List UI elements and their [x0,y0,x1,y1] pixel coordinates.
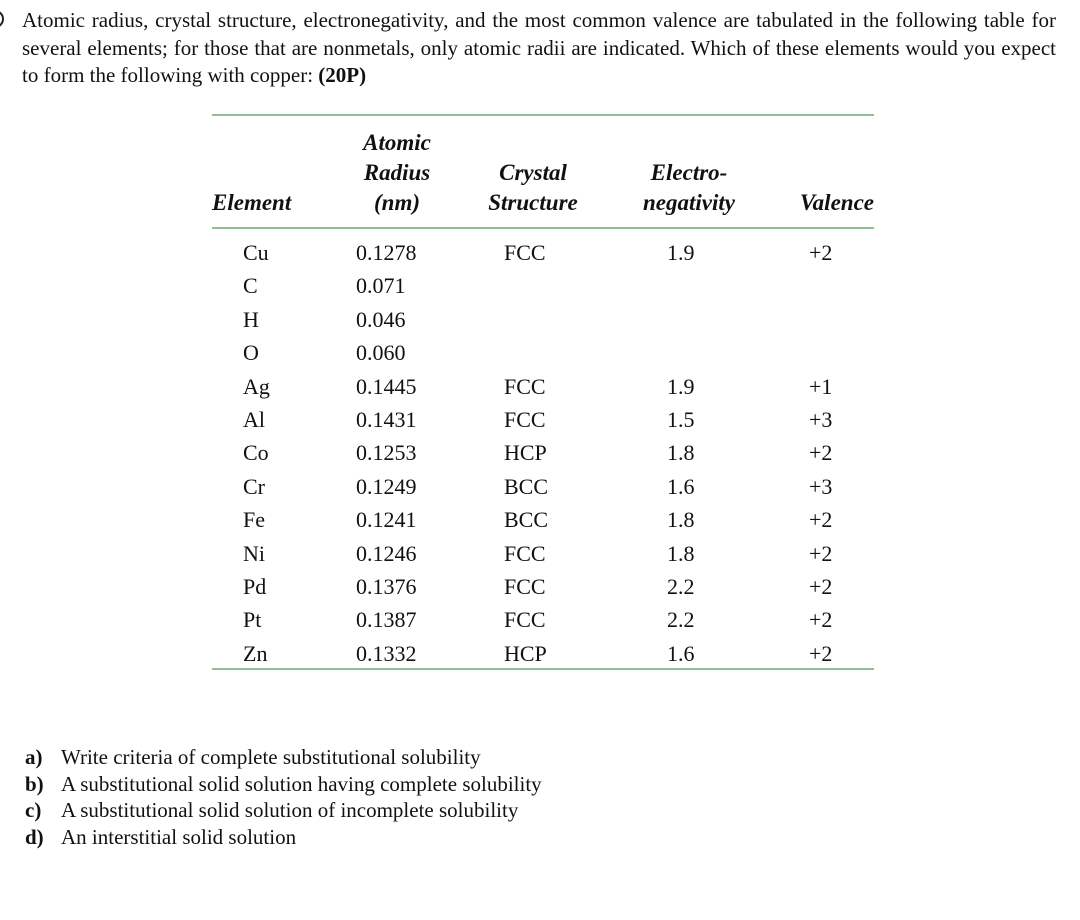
sub-question-a [25,744,542,771]
cell-valence: +2 [809,540,833,566]
table-row [212,538,874,571]
cell-element: Cu [243,240,269,265]
header-valence: Valence [799,190,874,215]
cell-valence: +2 [809,240,833,265]
sub-question-label: a) [25,745,43,769]
cell-element: Co [243,440,269,466]
cell-structure: FCC [504,406,546,432]
table-row [212,571,874,604]
cell-element: O [243,340,259,366]
table-bottom-rule [212,668,874,670]
cell-radius: 0.1241 [356,507,417,533]
header-element: Element [212,190,292,215]
cell-electronegativity: 1.6 [667,640,695,666]
cell-valence: +2 [809,607,833,633]
question-body: Atomic radius, crystal structure, electronegativity, and the most common valence are tabulated in the following table for several elements; for those that are nonmetals, only atomic radii are indicated. Which of these elements would you expect to form the following with copper: [22,8,1056,87]
cell-electronegativity: 2.2 [667,573,695,599]
cell-element: Ni [243,540,265,566]
cell-radius: 0.046 [356,306,406,332]
header-crystal-structure [474,158,592,218]
header-radius-line3: (nm) [374,190,420,215]
cell-electronegativity: 1.9 [667,373,695,399]
table-row [212,471,874,504]
cell-radius: 0.1376 [356,573,417,599]
cell-structure: BCC [504,473,549,499]
cell-radius: 0.1249 [356,473,417,499]
sub-question-d [25,824,542,851]
cell-electronegativity: 1.8 [667,507,695,533]
cell-element: C [243,273,258,299]
table-row [212,337,874,370]
cell-radius: 0.1445 [356,373,417,399]
cell-element: Al [243,406,265,432]
question-marker-icon [0,10,4,28]
cell-electronegativity: 1.8 [667,440,695,466]
table-top-rule [212,114,874,116]
cell-radius: 0.071 [356,273,406,299]
cell-structure: FCC [504,240,546,265]
sub-question-text: A substitutional solid solution having complete solubility [61,771,542,796]
header-atomic-radius [342,128,452,218]
cell-structure: HCP [504,440,547,466]
cell-element: Pt [243,607,262,633]
table-row [212,604,874,637]
header-radius-line1: Atomic [363,130,431,155]
cell-electronegativity: 1.9 [667,240,695,265]
cell-radius: 0.1387 [356,607,417,633]
cell-structure: BCC [504,507,549,533]
sub-question-text: An interstitial solid solution [61,824,297,849]
cell-radius: 0.1253 [356,440,417,466]
cell-valence: +3 [809,473,833,499]
cell-element: Cr [243,473,265,499]
header-electronegativity [622,158,756,218]
cell-structure: HCP [504,640,547,666]
cell-valence: +2 [809,507,833,533]
cell-structure: FCC [504,540,546,566]
sub-question-c [25,797,542,824]
question-points: (20P) [318,63,367,87]
cell-structure: FCC [504,573,546,599]
table-row [212,237,874,270]
cell-radius: 0.1332 [356,640,417,666]
cell-electronegativity: 1.6 [667,473,695,499]
question-text [22,7,1056,90]
cell-element: Ag [243,373,270,399]
cell-radius: 0.1278 [356,240,417,265]
cell-element: Zn [243,640,268,666]
sub-question-b [25,771,542,798]
sub-question-text: A substitutional solid solution of incomplete solubility [61,798,519,822]
cell-valence: +1 [809,373,833,399]
header-structure-line2: Structure [488,190,578,215]
cell-valence: +2 [809,440,833,466]
sub-question-label: b) [25,771,44,796]
cell-electronegativity: 1.5 [667,406,695,432]
cell-electronegativity: 1.8 [667,540,695,566]
table-row [212,304,874,337]
table-row [212,638,874,671]
header-radius-line2: Radius [363,160,431,185]
sub-question-label: c) [25,798,42,822]
cell-radius: 0.060 [356,340,406,366]
cell-radius: 0.1431 [356,406,417,432]
cell-element: Fe [243,507,265,533]
header-electro-line1: Electro- [650,160,728,185]
header-electro-line2: negativity [643,190,735,215]
table-row [212,270,874,303]
cell-structure: FCC [504,373,546,399]
cell-radius: 0.1246 [356,540,417,566]
cell-valence: +2 [809,640,833,666]
sub-question-text: Write criteria of complete substitutional solubility [61,745,481,769]
header-structure-line1: Crystal [499,160,567,185]
table-row [212,504,874,537]
cell-electronegativity: 2.2 [667,607,695,633]
table-row [212,404,874,437]
cell-element: H [243,306,259,332]
table-row [212,371,874,404]
table-body [212,237,874,671]
cell-structure: FCC [504,607,546,633]
cell-valence: +2 [809,573,833,599]
cell-valence: +3 [809,406,833,432]
sub-questions [25,744,542,850]
table-row [212,437,874,470]
cell-element: Pd [243,573,267,599]
table-header-rule [212,227,874,229]
sub-question-label: d) [25,824,44,849]
